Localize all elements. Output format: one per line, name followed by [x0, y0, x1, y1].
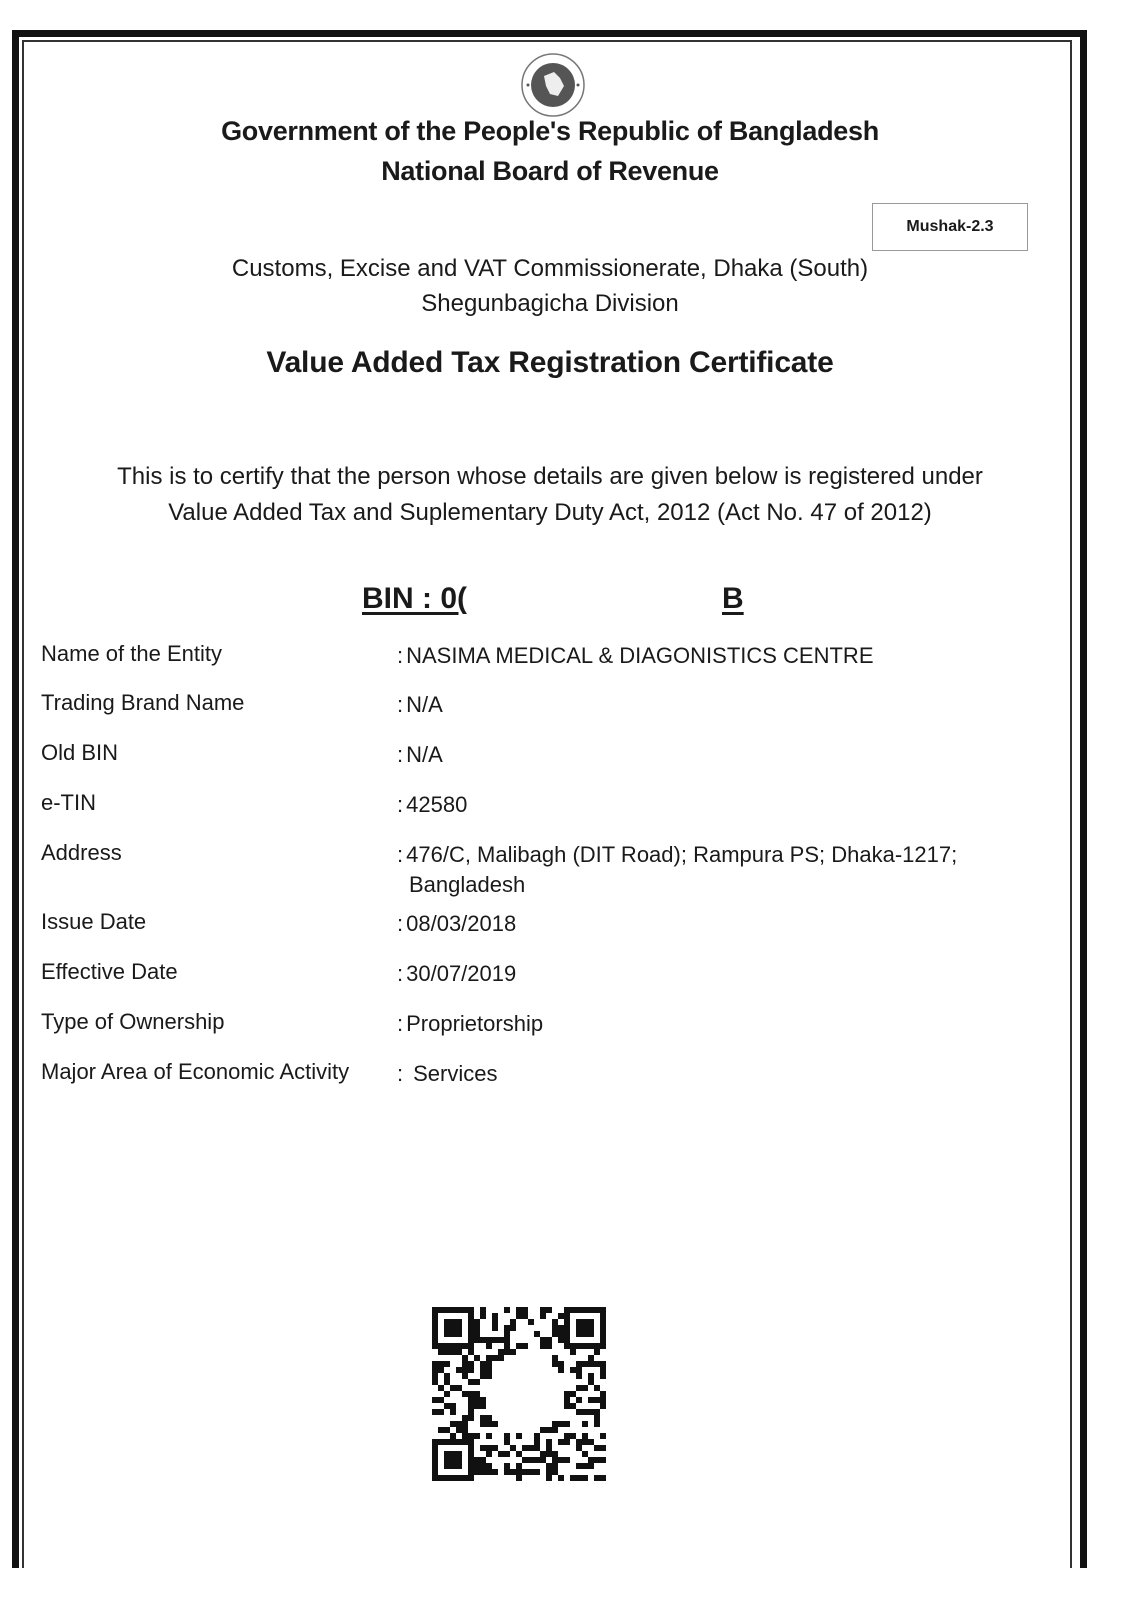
field-colon: :	[397, 1061, 404, 1086]
board-title: National Board of Revenue	[381, 156, 719, 186]
field-colon: :	[397, 792, 404, 817]
field-value: N/A	[406, 692, 443, 717]
division-name: Shegunbagicha Division	[421, 290, 679, 317]
bin-label: BIN : 0(	[362, 582, 467, 615]
form-number-badge: Mushak-2.3	[872, 203, 1028, 251]
field-label: Address	[41, 840, 122, 865]
certificate-title: Value Added Tax Registration Certificate	[266, 346, 834, 379]
field-value: 08/03/2018	[406, 911, 517, 936]
field-colon: :	[397, 842, 404, 867]
government-seal-icon	[520, 52, 586, 118]
field-value: 476/C, Malibagh (DIT Road); Rampura PS; Dhaka-1217; Bangladesh	[406, 842, 958, 897]
intro-line-1: This is to certify that the person whose details are given below is registered under	[117, 463, 983, 490]
field-colon: :	[397, 911, 404, 936]
bin-tail: B	[722, 582, 744, 615]
intro-line-2: Value Added Tax and Suplementary Duty Act, 2012 (Act No. 47 of 2012)	[168, 499, 932, 526]
field-value: Services	[413, 1061, 498, 1086]
field-colon: :	[397, 961, 404, 986]
field-label: Effective Date	[41, 959, 178, 984]
qr-finder-pattern	[432, 1439, 474, 1481]
field-label: Type of Ownership	[41, 1009, 225, 1034]
field-label: e-TIN	[41, 790, 96, 815]
qr-finder-pattern	[564, 1307, 606, 1349]
field-colon: :	[397, 692, 404, 717]
field-label: Major Area of Economic Activity	[41, 1059, 350, 1084]
field-value: 30/07/2019	[406, 961, 517, 986]
field-colon: :	[397, 643, 404, 668]
qr-finder-pattern	[432, 1307, 474, 1349]
field-value: 42580	[406, 792, 468, 817]
field-value: Proprietorship	[406, 1011, 544, 1036]
bin-number	[362, 582, 742, 616]
field-colon: :	[397, 1011, 404, 1036]
qr-code-icon	[432, 1307, 606, 1481]
field-label: Old BIN	[41, 740, 119, 765]
field-value: NASIMA MEDICAL & DIAGONISTICS CENTRE	[406, 643, 874, 668]
field-label: Issue Date	[41, 909, 147, 934]
field-label: Name of the Entity	[41, 641, 222, 666]
field-value: N/A	[406, 742, 443, 767]
office-name: Customs, Excise and VAT Commissionerate, Dhaka (South)	[231, 255, 869, 282]
field-label: Trading Brand Name	[41, 690, 245, 715]
field-colon: :	[397, 742, 404, 767]
government-title: Government of the People's Republic of Bangladesh	[221, 116, 879, 146]
